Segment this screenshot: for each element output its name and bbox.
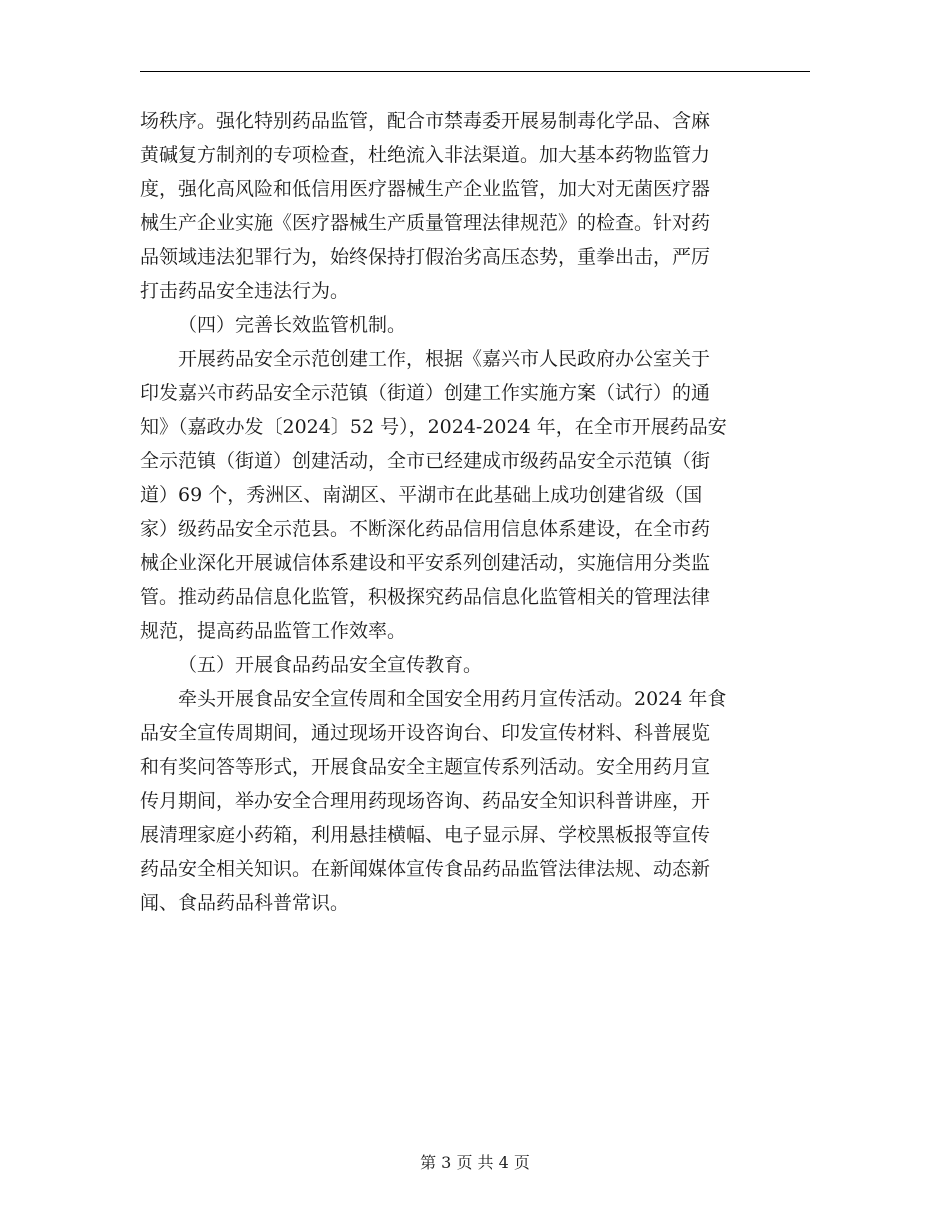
text-line: 械生产企业实施《医疗器械生产质量管理法律规范》的检查。针对药: [140, 212, 711, 234]
page-number: 第 3 页 共 4 页: [420, 1153, 530, 1172]
text-line: 械企业深化开展诚信体系建设和平安系列创建活动，实施信用分类监: [140, 552, 711, 574]
section-heading: （五）开展食品药品安全宣传教育。: [178, 654, 483, 676]
text-line: 知》（嘉政办发〔2024〕52 号），2024-2024 年，在全市开展药品安: [140, 416, 727, 438]
text-line: 场秩序。强化特别药品监管，配合市禁毒委开展易制毒化学品、含麻: [140, 110, 711, 132]
text-line: 闻、食品药品科普常识。: [140, 892, 350, 914]
text-line: 管。推动药品信息化监管，积极探究药品信息化监管相关的管理法律: [140, 586, 711, 608]
text-line: 全示范镇（街道）创建活动，全市已经建成市级药品安全示范镇（街: [140, 450, 711, 472]
text-line: 印发嘉兴市药品安全示范镇（街道）创建工作实施方案（试行）的通: [140, 382, 711, 404]
text-line: 品安全宣传周期间，通过现场开设咨询台、印发宣传材料、科普展览: [140, 722, 711, 744]
text-line: 道）69 个，秀洲区、南湖区、平湖市在此基础上成功创建省级（国: [140, 484, 703, 506]
text-line: 打击药品安全违法行为。: [140, 280, 350, 302]
text-line: 规范，提高药品监管工作效率。: [140, 620, 407, 642]
text-line: 传月期间，举办安全合理用药现场咨询、药品安全知识科普讲座，开: [140, 790, 711, 812]
text-line: 和有奖问答等形式，开展食品安全主题宣传系列活动。安全用药月宣: [140, 756, 711, 778]
text-line: 展清理家庭小药箱，利用悬挂横幅、电子显示屏、学校黑板报等宣传: [140, 824, 711, 846]
text-line: 开展药品安全示范创建工作，根据《嘉兴市人民政府办公室关于: [178, 348, 711, 370]
document-body: [140, 104, 810, 920]
text-line: 黄碱复方制剂的专项检查，杜绝流入非法渠道。加大基本药物监管力: [140, 144, 711, 166]
text-line: 药品安全相关知识。在新闻媒体宣传食品药品监管法律法规、动态新: [140, 858, 711, 880]
text-line: 度，强化高风险和低信用医疗器械生产企业监管，加大对无菌医疗器: [140, 178, 711, 200]
text-line: 家）级药品安全示范县。不断深化药品信用信息体系建设，在全市药: [140, 518, 711, 540]
text-line: 牵头开展食品安全宣传周和全国安全用药月宣传活动。2024 年食: [178, 688, 727, 710]
header-rule: [140, 71, 810, 72]
text-line: 品领域违法犯罪行为，始终保持打假治劣高压态势，重拳出击，严厉: [140, 246, 711, 268]
section-heading: （四）完善长效监管机制。: [178, 314, 407, 336]
